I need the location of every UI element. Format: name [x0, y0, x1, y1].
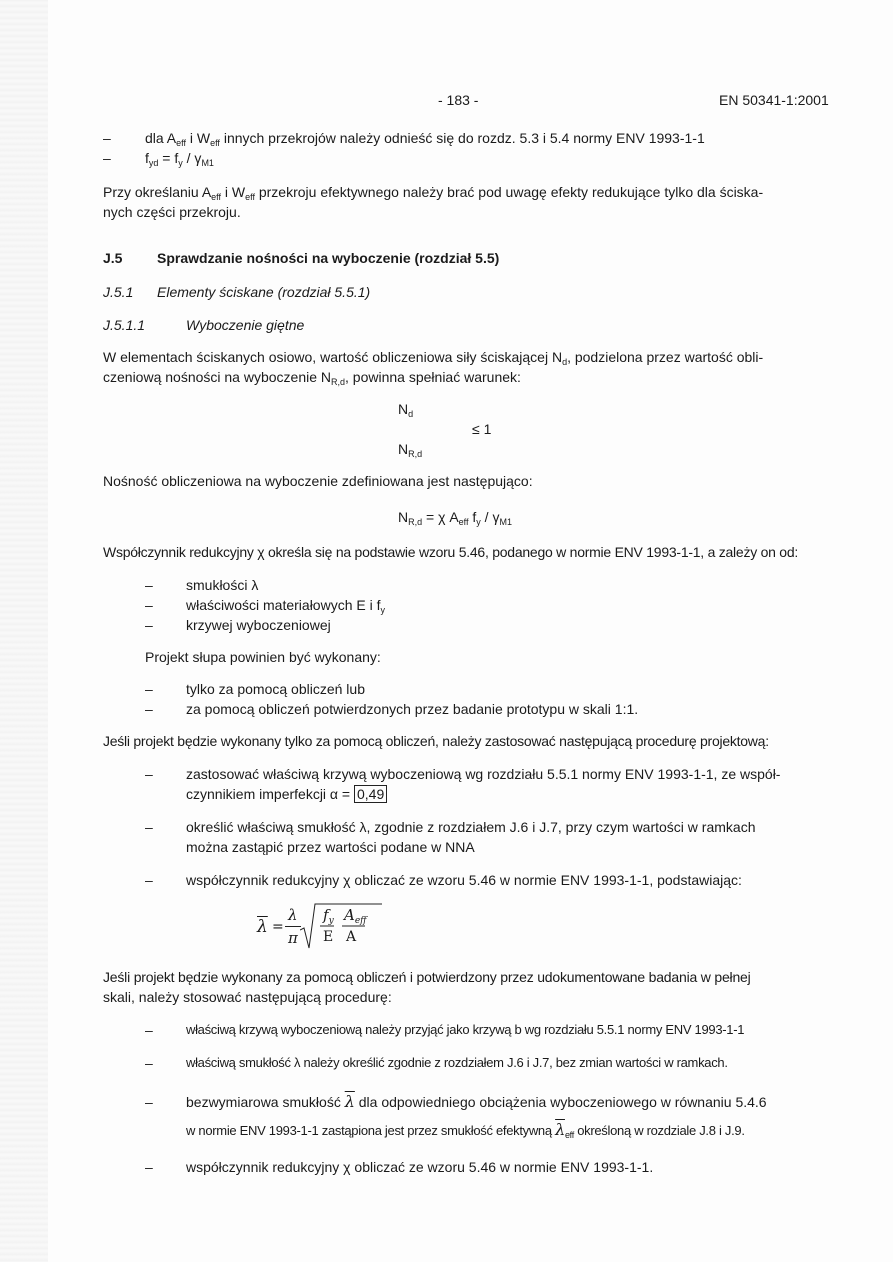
eq3-formula [255, 902, 395, 952]
section-number: J.5 [103, 250, 123, 266]
section-title: Sprawdzanie nośności na wyboczenie (rozdział 5.5) [157, 250, 500, 266]
list-dash: – [145, 1094, 153, 1110]
eq3-f: $f_y$ [323, 906, 334, 926]
list-item: $f_{yd} = f_y / \gamma_{M1}$ [145, 150, 214, 168]
list-dash: – [145, 681, 153, 697]
eq1-denominator: $N_{R,d}$ [398, 441, 423, 459]
list-dash: – [145, 1055, 153, 1071]
list-dash: – [103, 130, 111, 146]
page-number: - 183 - [438, 92, 479, 108]
sqrt-sign-icon [300, 902, 382, 952]
paragraph: W elementach ściskanych osiowo, wartość obliczeniowa siły ściskającej $N_d$, podzielona przez wartość obli- [103, 349, 764, 367]
list-item: współczynnik redukcyjny χ obliczać ze wzoru 5.46 w normie ENV 1993-1-1, podstawiając: [186, 872, 742, 888]
lambda-bar-symbol: $\overline{\lambda}$ [344, 1092, 355, 1111]
list-dash: – [145, 766, 153, 782]
eq3-E: E [323, 929, 334, 945]
paragraph-cont: czeniową nośności na wyboczenie $N_{R,d}$, powinna spełniać warunek: [103, 369, 521, 387]
paragraph-cont: nych części przekroju. [103, 204, 241, 220]
paragraph: Jeśli projekt będzie wykonany za pomocą obliczeń i potwierdzony przez udokumentowane badania w pełnej [103, 969, 751, 985]
boxed-value: 0,49 [354, 785, 387, 803]
eq3-aeff: $A_{eff}$ [344, 906, 367, 926]
eq3-den: π [288, 929, 298, 947]
list-item: krzywej wyboczeniowej [186, 617, 331, 633]
subsubsection-number: J.5.1.1 [103, 317, 146, 333]
list-item: dla $A_{eff}$ i $W_{eff}$ innych przekrojów należy odnieść się do rozdz. 5.3 i 5.4 normy ENV 1993-1-1 [145, 130, 705, 148]
list-dash: – [145, 597, 153, 613]
subsection-title: Elementy ściskane (rozdział 5.5.1) [157, 284, 371, 300]
paragraph: Przy określaniu $A_{eff}$ i $W_{eff}$ przekroju efektywnego należy brać pod uwagę efekty redukujące tylko dla ściska- [103, 184, 764, 202]
eq3-lhs: $\overline{\lambda}$ [257, 917, 268, 937]
list-item: właściwą smukłość λ należy określić zgodnie z rozdziałem J.6 i J.7, bez zmian wartości w ramkach. [186, 1055, 728, 1070]
list-dash: – [145, 617, 153, 633]
eq1-numerator: $N_d$ [398, 401, 414, 419]
list-item: określić właściwą smukłość λ, zgodnie z rozdziałem J.6 i J.7, przy czym wartości w ramkach [186, 819, 756, 835]
list-item-cont: czynnikiem imperfekcji α = 0,49 [186, 785, 387, 803]
eq3-num: λ [288, 906, 298, 924]
list-dash: – [145, 872, 153, 888]
list-dash: – [145, 577, 153, 593]
fraction-bar [285, 926, 301, 927]
eq3-A: A [346, 929, 357, 945]
list-item: tylko za pomocą obliczeń lub [186, 681, 365, 697]
list-item: właściwą krzywą wyboczeniową należy przyjąć jako krzywą b wg rozdziału 5.5.1 normy ENV 1993-1-1 [186, 1022, 745, 1037]
list-item-cont: można zastąpić przez wartości podane w NNA [186, 839, 475, 855]
list-dash: – [145, 1022, 153, 1038]
eq3-equals: = [272, 919, 284, 935]
subsubsection-title: Wyboczenie giętne [186, 317, 305, 333]
list-item: smukłości λ [186, 577, 259, 593]
scan-edge-shadow [0, 0, 48, 1262]
subsection-number: J.5.1 [103, 284, 134, 300]
eq1-relation: ≤ 1 [472, 421, 492, 437]
eq2-formula: $N_{R,d} = \chi$ $A_{eff}$ $f_y / \gamma_{M1}$ [398, 509, 512, 527]
paragraph: Projekt słupa powinien być wykonany: [145, 649, 381, 665]
paragraph: Jeśli projekt będzie wykonany tylko za pomocą obliczeń, należy zastosować następującą procedurę projektową: [103, 733, 769, 749]
paragraph: Współczynnik redukcyjny χ określa się na podstawie wzoru 5.46, podanego w normie ENV 1993-1-1, a zależy on od: [103, 544, 799, 560]
list-item: bezwymiarowa smukłość $\overline{\lambda}$ dla odpowiedniego obciążenia wyboczeniowego w równaniu 5.4.6 [186, 1092, 767, 1111]
list-item: za pomocą obliczeń potwierdzonych przez badanie prototypu w skali 1:1. [186, 701, 639, 717]
document-id: EN 50341-1:2001 [719, 92, 829, 108]
list-item: współczynnik redukcyjny χ obliczać ze wzoru 5.46 w normie ENV 1993-1-1. [186, 1159, 654, 1175]
paragraph: Nośność obliczeniowa na wyboczenie zdefiniowana jest następująco: [103, 473, 533, 489]
list-dash: – [103, 150, 111, 166]
list-dash: – [145, 1159, 153, 1175]
paragraph-cont: skali, należy stosować następującą procedurę: [103, 989, 392, 1005]
lambda-bar-symbol: $\overline{\lambda}$ [555, 1120, 565, 1139]
list-item-cont: w normie ENV 1993-1-1 zastąpiona jest przez smukłość efektywną $\overline{\lambda}_{eff}$ określoną w rozdziale J.8 i J.9. [186, 1120, 745, 1140]
list-dash: – [145, 819, 153, 835]
list-dash: – [145, 701, 153, 717]
list-item: zastosować właściwą krzywą wyboczeniową wg rozdziału 5.5.1 normy ENV 1993-1-1, ze współ- [186, 766, 781, 782]
list-item: właściwości materiałowych E i $f_y$ [186, 597, 385, 615]
